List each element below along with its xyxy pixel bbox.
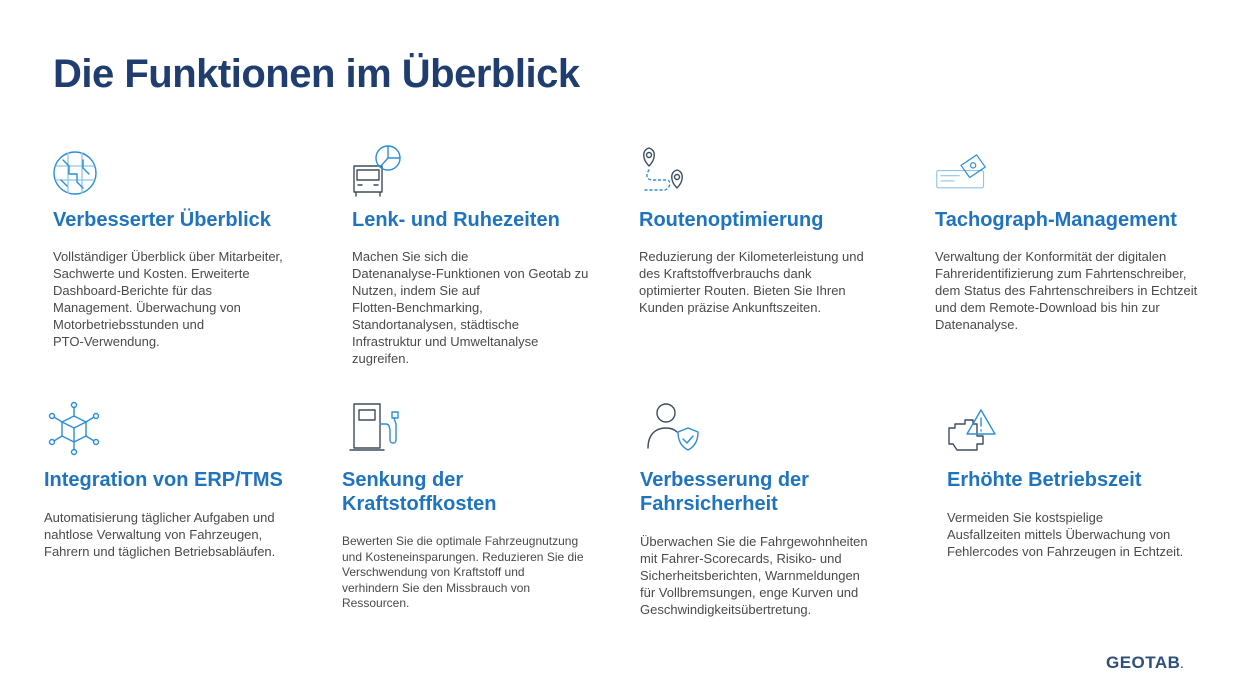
feature-heading: Integration von ERP/TMS [44, 469, 283, 491]
page-title: Die Funktionen im Überblick [53, 52, 580, 96]
fuel-pump-icon [350, 402, 402, 454]
engine-warning-icon [947, 406, 999, 458]
feature-heading: Erhöhte Betriebszeit [947, 469, 1142, 491]
globe-network-icon [53, 150, 105, 202]
tachograph-card-icon [935, 148, 987, 200]
feature-heading: Verbesserter Überblick [53, 209, 271, 231]
truck-pie-chart-icon [352, 144, 404, 196]
cube-network-icon [48, 402, 100, 454]
feature-heading: Lenk- und Ruhezeiten [352, 209, 560, 231]
feature-description: Automatisierung täglicher Aufgaben und nahtlose Verwaltung von Fahrzeugen, Fahrern und täglichen Betriebsabläufen. [44, 510, 276, 559]
feature-heading: Routenoptimierung [639, 209, 824, 231]
feature-description: Vermeiden Sie kostspielige Ausfallzeiten mittels Überwachung von Fehlercodes von Fahrzeugen in Echtzeit. [947, 510, 1184, 559]
geotab-logo: GEOTAB. [1106, 653, 1184, 672]
feature-heading: Senkung der Kraftstoffkosten [342, 469, 497, 515]
feature-heading: Verbesserung der Fahrsicherheit [640, 469, 809, 515]
feature-description: Bewerten Sie die optimale Fahrzeugnutzung und Kosteneinsparungen. Reduzieren Sie die Verschwendung von Kraftstoff und verhindern Sie den Missbrauch von Ressourcen. [342, 534, 584, 610]
route-pins-icon [639, 146, 691, 198]
feature-heading: Tachograph-Management [935, 209, 1177, 231]
feature-description: Reduzierung der Kilometerleistung und des Kraftstoffverbrauchs dank optimierter Routen. Bieten Sie Ihren Kunden präzise Ankunftszeiten. [639, 249, 864, 315]
feature-description: Vollständiger Überblick über Mitarbeiter, Sachwerte und Kosten. Erweiterte Dashboard-Berichte für das Management. Überwachung von Motorbetriebsstunden und PTO-Verwendung. [53, 249, 283, 349]
feature-description: Machen Sie sich die Datenanalyse-Funktionen von Geotab zu Nutzen, indem Sie auf Flotten-Benchmarking, Standortanalysen, städtische Infrastruktur und Umweltanalyse zugreifen. [352, 249, 589, 366]
feature-description: Verwaltung der Konformität der digitalen Fahreridentifizierung zum Fahrtenschreiber, dem Status des Fahrtenschreibers in Echtzeit und dem Remote-Download bis hin zur Datenanalyse. [935, 249, 1198, 332]
driver-shield-icon [646, 402, 698, 454]
feature-description: Überwachen Sie die Fahrgewohnheiten mit Fahrer-Scorecards, Risiko- und Sicherheitsberichten, Warnmeldungen für Vollbremsungen, enge Kurven und Geschwindigkeitsübertretung. [640, 534, 868, 617]
